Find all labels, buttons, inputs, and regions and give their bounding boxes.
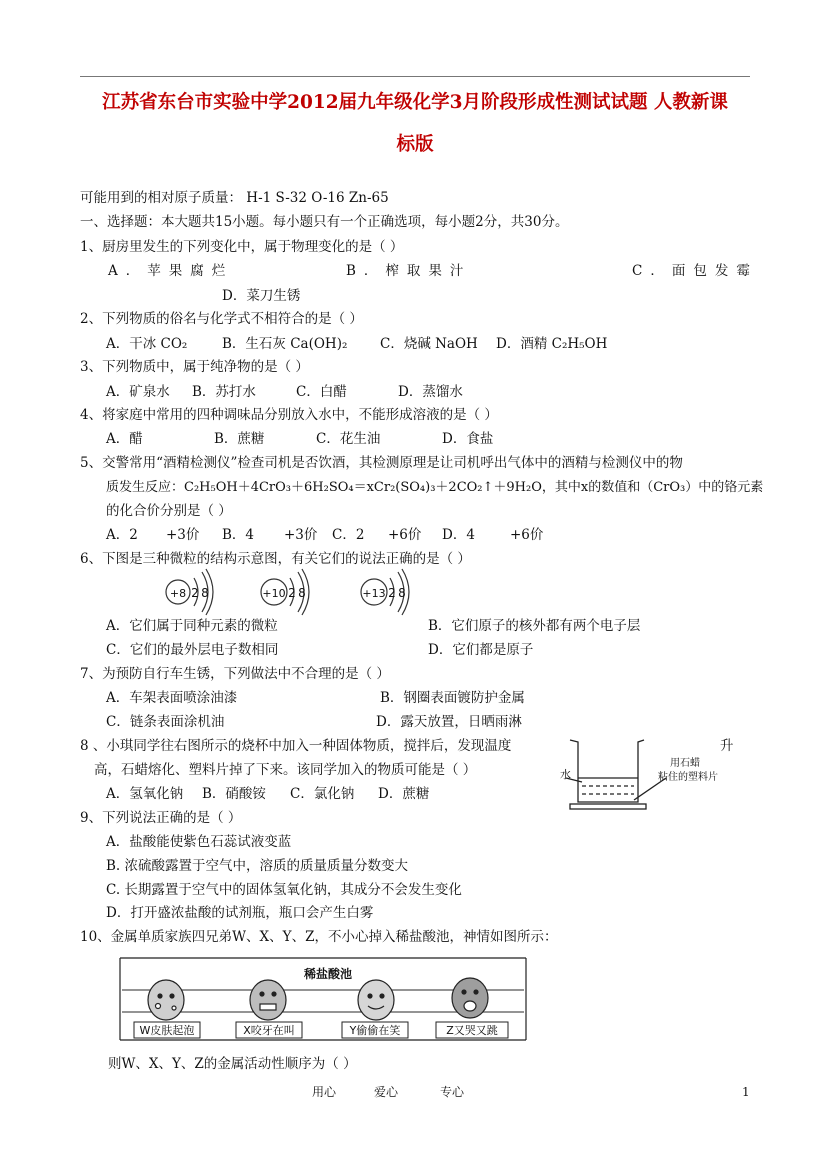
q6-option-c: C．它们的最外层电子数相同 [106, 642, 279, 658]
q9-option-b: B. 浓硫酸露置于空气中，溶质的质量质量分数变大 [106, 858, 409, 874]
particle-2-shell-1: 2 [288, 586, 296, 600]
page-number: 1 [742, 1085, 750, 1099]
plastic-sheet [570, 804, 646, 809]
question-8-stem-line1: 8 、小琪同学往右图所示的烧杯中加入一种固体物质，搅拌后，发现温度 [80, 738, 512, 754]
question-6-stem: 6、下图是三种微粒的结构示意图，有关它们的说法正确的是（ ） [80, 551, 471, 567]
q8-option-d: D．蔗糖 [378, 786, 430, 802]
metal-w-face [148, 980, 184, 1020]
q2-option-b: B．生石灰 Ca(OH)₂ [222, 336, 348, 352]
q1-option-a: A．苹果腐烂 [108, 263, 234, 279]
question-8-stem-line1-end: 升 [720, 738, 734, 754]
q9-option-d: D．打开盛浓盐酸的试剂瓶，瓶口会产生白雾 [106, 905, 374, 921]
question-5-stem-line1: 5、交警常用“酒精检测仪”检查司机是否饮酒，其检测原理是让司机呼出气体中的酒精与检测仪中的物 [80, 455, 683, 471]
q1-option-c: C．面包发霉 [632, 263, 758, 279]
q6-option-b: B．它们原子的核外都有两个电子层 [428, 618, 641, 634]
beaker-figure [530, 734, 730, 814]
question-7-stem: 7、为预防自行车生锈，下列做法中不合理的是（ ） [80, 666, 390, 682]
section-heading: 一、选择题：本大题共15小题。每小题只有一个正确选项，每小题2分，共30分。 [80, 214, 569, 230]
caption-x: X咬牙在叫 [243, 1024, 295, 1037]
q1-option-b: B．榨取果汁 [346, 263, 472, 279]
question-4-stem: 4、将家庭中常用的四种调味品分别放入水中，不能形成溶液的是（ ） [80, 407, 498, 423]
beaker-label-water: 水 [560, 768, 571, 781]
particle-3-nucleus: +13 [362, 587, 386, 600]
q5-option-d: D．4 [442, 527, 475, 543]
atomic-masses: 可能用到的相对原子质量： H-1 S-32 O-16 Zn-65 [80, 190, 389, 206]
q8-option-a: A．氢氧化钠 [106, 786, 184, 802]
q2-option-c: C．烧碱 NaOH [380, 336, 478, 352]
document-title-line2: 标版 [396, 134, 434, 155]
particle-1-shell-2: 8 [201, 586, 209, 600]
q5-option-c-valence: +6价 [388, 527, 422, 543]
question-10-stem: 10、金属单质家族四兄弟W、X、Y、Z，不小心掉入稀盐酸池，神情如图所示： [80, 929, 558, 945]
q4-option-c: C．花生油 [316, 431, 381, 447]
question-3-stem: 3、下列物质中，属于纯净物的是（ ） [80, 359, 309, 375]
question-9-stem: 9、下列说法正确的是（ ） [80, 810, 242, 826]
metal-x-face [250, 980, 286, 1020]
caption-w: W皮肤起泡 [139, 1024, 195, 1037]
document-title-line1: 江苏省东台市实验中学2012届九年级化学3月阶段形成性测试试题 人教新课 [102, 92, 728, 113]
q3-option-c: C．白醋 [296, 384, 347, 400]
footer-word-1: 用心 [312, 1085, 337, 1099]
q5-option-b-valence: +3价 [284, 527, 318, 543]
q3-option-d: D．蒸馏水 [398, 384, 463, 400]
q4-option-b: B．蔗糖 [214, 431, 265, 447]
question-8-stem-line2: 高，石蜡熔化、塑料片掉了下来。该同学加入的物质可能是（ ） [94, 762, 477, 778]
q5-option-a-valence: +3价 [166, 527, 200, 543]
q9-option-c: C. 长期露置于空气中的固体氢氧化钠，其成分不会发生变化 [106, 882, 462, 898]
q3-option-a: A．矿泉水 [106, 384, 170, 400]
top-rule [80, 76, 750, 77]
q6-option-a: A．它们属于同种元素的微粒 [106, 618, 278, 634]
beaker-label-wax-1: 用石蜡 [670, 758, 700, 769]
beaker-outline [570, 740, 644, 802]
footer-word-2: 爱心 [374, 1085, 399, 1099]
metal-z-face [452, 978, 488, 1018]
beaker-label-wax-2: 粘住的塑料片 [658, 772, 718, 783]
q7-option-d: D．露天放置，日晒雨淋 [376, 714, 522, 730]
caption-y: Y偷偷在笑 [349, 1024, 401, 1037]
caption-z: Z又哭又跳 [446, 1024, 498, 1037]
q8-option-b: B．硝酸铵 [202, 786, 266, 802]
question-5-stem-line3: 的化合价分别是（ ） [106, 503, 232, 519]
particle-structure-diagrams [160, 566, 420, 622]
q3-option-b: B．苏打水 [192, 384, 256, 400]
q4-option-a: A．醋 [106, 431, 143, 447]
footer-word-3: 专心 [440, 1085, 465, 1099]
q7-option-a: A．车架表面喷涂油漆 [106, 690, 238, 706]
particle-1-nucleus: +8 [169, 587, 187, 600]
particle-2-shell-2: 8 [298, 586, 306, 600]
q2-option-d: D．酒精 C₂H₅OH [496, 336, 608, 352]
particle-3-shell-2: 8 [398, 586, 406, 600]
question-10-followup: 则W、X、Y、Z的金属活动性顺序为（ ） [108, 1056, 357, 1072]
q5-option-d-valence: +6价 [510, 527, 544, 543]
q5-option-c: C．2 [332, 527, 365, 543]
q5-option-a: A．2 [106, 527, 138, 543]
q2-option-a: A．干冰 CO₂ [106, 336, 188, 352]
metal-y-face [358, 980, 394, 1020]
particle-2-nucleus: +10 [262, 587, 286, 600]
q7-option-b: B．钢圈表面镀防护金属 [380, 690, 525, 706]
q6-option-d: D．它们都是原子 [428, 642, 534, 658]
question-5-stem-line2: 质发生反应：C₂H₅OH＋4CrO₃＋6H₂SO₄＝xCr₂(SO₄)₃＋2CO₂↑＋9H₂O，其中x的数值和（CrO₃）中的铬元素 [106, 480, 764, 495]
acid-pool-label: 稀盐酸池 [304, 967, 353, 981]
particle-1-shell-1: 2 [191, 586, 199, 600]
q7-option-c: C．链条表面涂机油 [106, 714, 225, 730]
particle-3-shell-1: 2 [388, 586, 396, 600]
question-2-stem: 2、下列物质的俗名与化学式不相符合的是（ ） [80, 311, 363, 327]
q9-option-a: A．盐酸能使紫色石蕊试液变蓝 [106, 834, 292, 850]
q1-option-d: D．菜刀生锈 [222, 288, 301, 304]
q4-option-d: D．食盐 [442, 431, 494, 447]
q5-option-b: B．4 [222, 527, 255, 543]
question-1-stem: 1、厨房里发生的下列变化中，属于物理变化的是（ ） [80, 239, 404, 255]
q8-option-c: C．氯化钠 [290, 786, 355, 802]
acid-pool-figure [118, 954, 528, 1044]
